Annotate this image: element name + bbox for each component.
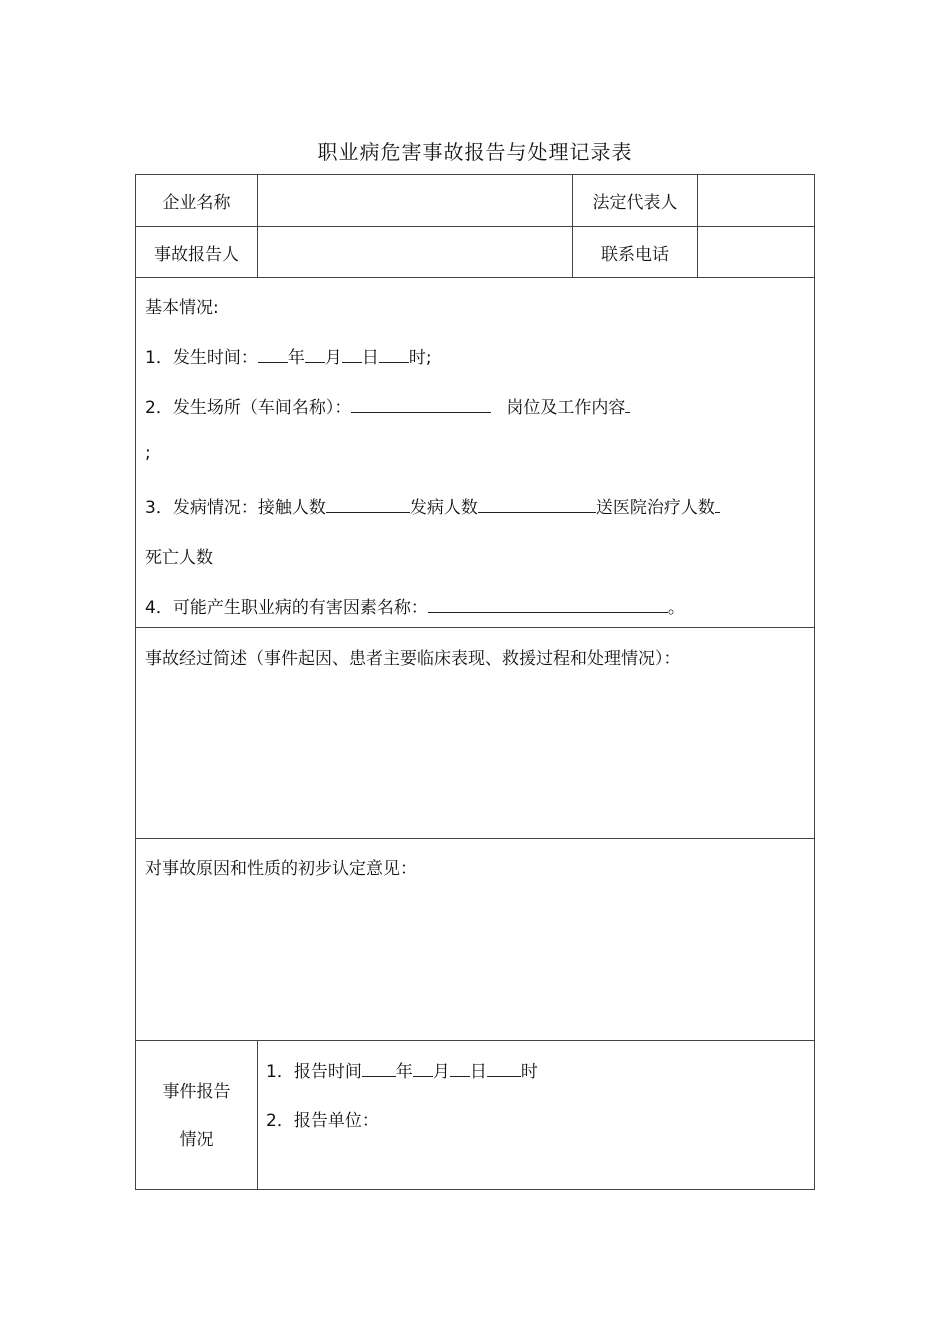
phone-field[interactable]: [698, 227, 814, 277]
illness-situation-line: [145, 493, 720, 518]
accident-process-area[interactable]: [136, 675, 814, 835]
day-unit: 日: [361, 348, 379, 368]
company-name-field[interactable]: [258, 175, 572, 226]
report-month-blank[interactable]: [413, 1062, 433, 1077]
period-mark: 。: [667, 598, 685, 618]
column-divider: [257, 1040, 258, 1190]
workshop-blank[interactable]: [351, 398, 491, 413]
reporter-field[interactable]: [258, 227, 572, 277]
hospital-count-label: 送医院治疗人数: [595, 498, 715, 518]
report-time-label: 1．报告时间: [266, 1062, 362, 1082]
row-divider: [136, 838, 814, 839]
report-situation-label-line2: 情况: [179, 1129, 214, 1150]
report-year-unit: 年: [395, 1062, 413, 1082]
preliminary-opinion-heading: 对事故原因和性质的初步认定意见：: [145, 859, 417, 879]
row-divider: [136, 277, 814, 278]
day-blank[interactable]: [342, 348, 362, 363]
hour-blank[interactable]: [379, 348, 409, 363]
accident-process-heading: 事故经过简述（事件起因、患者主要临床表现、救援过程和处理情况）：: [145, 649, 681, 669]
form-title: 职业病危害事故报告与处理记录表: [317, 140, 633, 164]
phone-label: 联系电话: [601, 244, 669, 265]
hazard-factor-line: [145, 593, 685, 618]
exposed-count-blank[interactable]: [326, 498, 410, 513]
report-form-table: [135, 174, 815, 1190]
preliminary-opinion-area[interactable]: [136, 885, 814, 1035]
post-content-label: 岗位及工作内容: [506, 398, 626, 418]
report-hour-unit: 时: [520, 1062, 538, 1082]
year-unit: 年: [287, 348, 305, 368]
occurrence-place-label: 2．发生场所（车间名称）：: [145, 398, 352, 418]
post-content-blank[interactable]: [625, 398, 630, 413]
report-day-unit: 日: [469, 1062, 487, 1082]
company-name-label: 企业名称: [162, 193, 231, 213]
occurrence-time-line: [145, 343, 432, 368]
occurrence-time-label: 1．发生时间：: [145, 348, 258, 368]
exposed-count-label: 3．发病情况：接触人数: [145, 498, 326, 518]
report-year-blank[interactable]: [362, 1062, 396, 1077]
report-situation-label: [136, 1041, 257, 1190]
sick-count-blank[interactable]: [478, 498, 596, 513]
hour-unit: 时;: [408, 348, 432, 368]
report-situation-label-line1: 事件报告: [162, 1081, 231, 1102]
sick-count-label: 发病人数: [409, 498, 478, 518]
basic-situation-heading: 基本情况:: [145, 298, 219, 318]
hazard-factor-label: 4．可能产生职业病的有害因素名称：: [145, 598, 428, 618]
report-hour-blank[interactable]: [487, 1062, 521, 1077]
reporter-label: 事故报告人: [154, 244, 239, 265]
report-unit-label: 2．报告单位：: [266, 1111, 379, 1131]
hazard-factor-blank[interactable]: [428, 598, 668, 613]
semicolon-line: ;: [145, 443, 151, 463]
hospital-count-blank[interactable]: [715, 498, 720, 513]
row-divider: [136, 627, 814, 628]
death-count-label: 死亡人数: [145, 548, 213, 568]
report-month-unit: 月: [432, 1062, 450, 1082]
legal-representative-field[interactable]: [698, 175, 814, 226]
month-blank[interactable]: [305, 348, 325, 363]
occurrence-place-line: [145, 393, 630, 418]
report-day-blank[interactable]: [450, 1062, 470, 1077]
month-unit: 月: [324, 348, 342, 368]
legal-representative-label: 法定代表人: [592, 193, 678, 213]
year-blank[interactable]: [258, 348, 288, 363]
report-time-line: [266, 1057, 538, 1082]
